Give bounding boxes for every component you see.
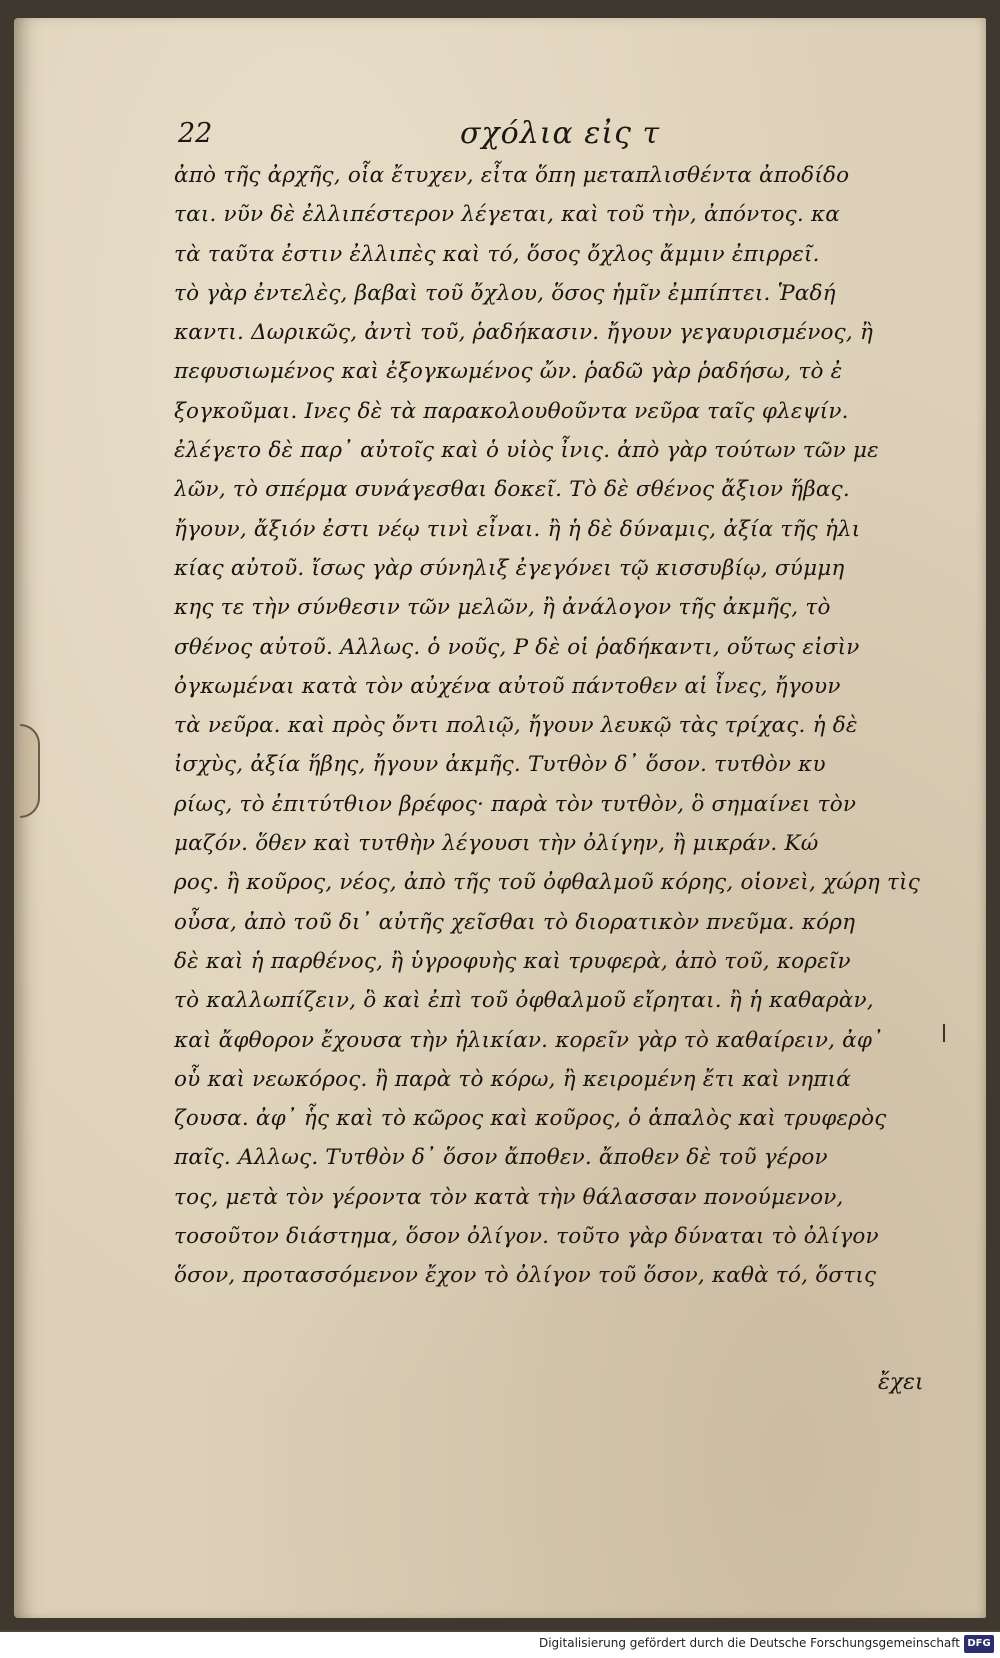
margin-mark [943, 1024, 945, 1042]
text-line: ὅσον, προτασσόμενον ἔχον τὸ ὀλίγον τοῦ ὅσον, καθὰ τό, ὅστις [174, 1263, 877, 1289]
text-line: μαζόν. ὅθεν καὶ τυτθὴν λέγουσι τὴν ὀλίγην, ἢ μικράν. Κώ [174, 831, 819, 857]
text-line: καὶ ἄφθορον ἔχουσα τὴν ἡλικίαν. κορεῖν γὰρ τὸ καθαίρειν, ἀφ᾽ [174, 1027, 884, 1053]
text-line: ὀγκωμέναι κατὰ τὸν αὐχένα αὐτοῦ πάντοθεν αἱ ἶνες, ἤγουν [174, 673, 841, 699]
text-line: πεφυσιωμένος καὶ ἐξογκωμένος ὤν. ῥαδῶ γὰρ ῥαδήσω, τὸ ἐ [174, 359, 843, 385]
page-header [178, 118, 878, 158]
text-line: λῶν, τὸ σπέρμα συνάγεσθαι δοκεῖ. Τὸ δὲ σθένος ἄξιον ἥβας. [174, 477, 850, 503]
text-line: ἤγουν, ἄξιόν ἐστι νέῳ τινὶ εἶναι. ἢ ἡ δὲ δύναμις, ἀξία τῆς ἡλι [174, 516, 861, 542]
text-line: ἀπὸ τῆς ἀρχῆς, οἷα ἔτυχεν, εἶτα ὅπη μεταπλισθέντα ἀποδίδο [174, 163, 850, 188]
body-text [174, 156, 924, 1296]
text-line: καντι. Δωρικῶς, ἀντὶ τοῦ, ῥαδήκασιν. ἤγουν γεγαυρισμένος, ἢ [174, 320, 874, 346]
text-line: ρος. ἢ κοῦρος, νέος, ἀπὸ τῆς τοῦ ὀφθαλμοῦ κόρης, οἱονεὶ, χώρη τὶς [174, 870, 920, 896]
funding-credit: Digitalisierung gefördert durch die Deutsche Forschungsgemeinschaft [538, 1636, 960, 1650]
text-line: τος, μετὰ τὸν γέροντα τὸν κατὰ τὴν θάλασσαν πονούμενον, [174, 1184, 844, 1210]
text-line: τὸ γὰρ ἐντελὲς, βαβαὶ τοῦ ὄχλου, ὅσος ἡμῖν ἐμπίπτει. Ῥαδή [174, 280, 836, 306]
text-line: τὸ καλλωπίζειν, ὃ καὶ ἐπὶ τοῦ ὀφθαλμοῦ εἴρηται. ἢ ἡ καθαρὰν, [174, 988, 874, 1014]
catchword: ἔχει [878, 1370, 924, 1395]
text-line: σθένος αὐτοῦ. Αλλως. ὁ νοῦς, Ρ δὲ οἱ ῥαδήκαντι, οὕτως εἰσὶν [174, 634, 860, 660]
text-line: τὰ ταῦτα ἐστιν ἐλλιπὲς καὶ τό, ὅσος ὄχλος ἄμμιν ἐπιρρεῖ. [174, 241, 820, 267]
text-line: οὖσα, ἀπὸ τοῦ δι᾽ αὐτῆς χεῖσθαι τὸ διορατικὸν πνεῦμα. κόρη [174, 909, 856, 935]
footer-bar [0, 1632, 1000, 1658]
page-number: 22 [178, 118, 213, 149]
text-line: τοσοῦτον διάστημα, ὅσον ὀλίγον. τοῦτο γὰρ δύναται τὸ ὀλίγον [174, 1224, 879, 1250]
text-line: ἰσχὺς, ἀξία ἥβης, ἤγουν ἀκμῆς. Τυτθὸν δ᾽ ὅσον. τυτθὸν κυ [174, 752, 826, 778]
text-line: ζουσα. ἀφ᾽ ἧς καὶ τὸ κῶρος καὶ κοῦρος, ὁ ἁπαλὸς καὶ τρυφερὸς [174, 1106, 887, 1132]
text-line: ξογκοῦμαι. Ινες δὲ τὰ παρακολουθοῦντα νεῦρα ταῖς φλεψίν. [174, 398, 849, 424]
text-line: ται. νῦν δὲ ἐλλιπέστερον λέγεται, καὶ τοῦ τὴν, ἀπόντος. κα [174, 202, 840, 228]
text-line: παῖς. Αλλως. Τυτθὸν δ᾽ ὅσον ἄποθεν. ἄποθεν δὲ τοῦ γέρον [174, 1145, 828, 1171]
text-line: κίας αὐτοῦ. ἴσως γὰρ σύνηλιξ ἐγεγόνει τῷ κισσυβίῳ, σύμμη [174, 555, 845, 581]
text-line: ἐλέγετο δὲ παρ᾽ αὐτοῖς καὶ ὁ υἱὸς ἶνις. ἀπὸ γὰρ τούτων τῶν με [174, 438, 879, 464]
text-line: ρίως, τὸ ἐπιτύτθιον βρέφος· παρὰ τὸν τυτθὸν, ὃ σημαίνει τὸν [174, 791, 857, 817]
running-head: σχόλια εἰς τ [460, 116, 661, 151]
text-line: κης τε τὴν σύνθεσιν τῶν μελῶν, ἢ ἀνάλογον τῆς ἀκμῆς, τὸ [174, 595, 831, 621]
text-line: δὲ καὶ ἡ παρθένος, ἢ ὑγροφυὴς καὶ τρυφερὰ, ἀπὸ τοῦ, κορεῖν [174, 948, 851, 974]
binding-clip [20, 724, 40, 818]
text-line: τὰ νεῦρα. καὶ πρὸς ὄντι πολιῷ, ἤγουν λευκῷ τὰς τρίχας. ἡ δὲ [174, 713, 858, 739]
text-line: οὗ καὶ νεωκόρος. ἢ παρὰ τὸ κόρω, ἢ κειρομένη ἔτι καὶ νηπιά [174, 1066, 851, 1092]
dfg-logo-icon: DFG [964, 1635, 994, 1653]
